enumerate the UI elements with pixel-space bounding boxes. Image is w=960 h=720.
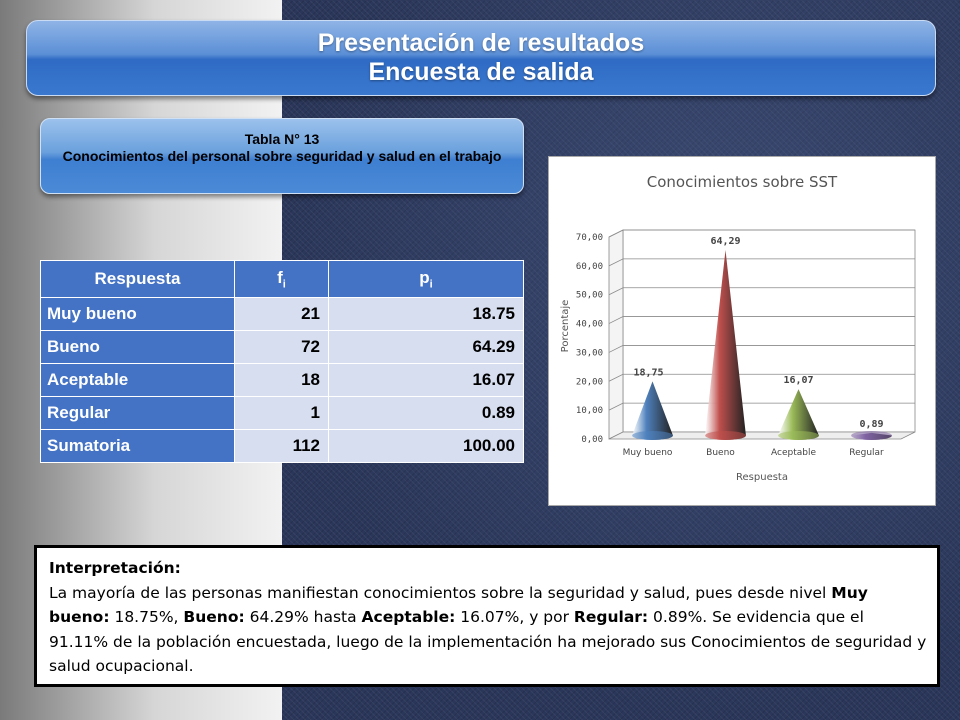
y-tick-label: 30,00 <box>575 348 603 359</box>
x-tick-label: Bueno <box>706 448 735 458</box>
row-percentage: 16.07 <box>329 364 524 397</box>
emphasis-regular: Regular: <box>573 608 649 626</box>
row-label: Regular <box>41 397 235 430</box>
cone-base <box>705 431 746 440</box>
table-caption <box>40 118 524 194</box>
y-tick-label: 20,00 <box>575 377 603 388</box>
chart-container <box>548 156 936 506</box>
row-label: Muy bueno <box>41 298 235 331</box>
x-tick-label: Regular <box>849 448 884 458</box>
cone-base <box>632 431 673 440</box>
caption-table-number: Tabla N° 13 <box>244 131 320 147</box>
data-label: 18,75 <box>633 367 664 379</box>
header-p: $p_i$ <box>329 261 524 298</box>
row-percentage: 64.29 <box>329 331 524 364</box>
table-header-row <box>41 261 524 298</box>
table-row <box>41 364 524 397</box>
data-label: 16,07 <box>783 375 814 387</box>
table-row <box>41 331 524 364</box>
emphasis-muy-bueno: Muy bueno: <box>49 583 868 626</box>
row-frequency: 112 <box>235 430 329 463</box>
cone-base <box>778 431 819 440</box>
interpretation-heading: Interpretación: <box>49 559 181 577</box>
header-f: $f_i$ <box>235 261 329 298</box>
table-row <box>41 397 524 430</box>
chart-back-wall <box>623 230 915 432</box>
y-tick-label: 10,00 <box>575 406 603 417</box>
y-axis-label: Porcentaje <box>560 299 571 353</box>
interpretation-text: La mayoría de las personas manifiestan conocimientos sobre la seguridad y salud, pues desde nivel Muy bueno: 18.75%, Bueno: 64.29% hasta Aceptable: 16.07%, y por Regular: 0.89%. Se evidencia que el 91.11% de la población encuestada, luego de la implementación ha mejorado sus Conocimientos de seguridad y salud ocupacional. <box>49 583 927 675</box>
emphasis-aceptable: Aceptable: <box>361 608 456 626</box>
chart-title: Conocimientos sobre SST <box>646 173 838 191</box>
title-banner <box>26 20 936 96</box>
y-tick-label: 60,00 <box>575 261 603 272</box>
y-tick-label: 40,00 <box>575 319 603 330</box>
x-tick-label: Aceptable <box>771 448 816 458</box>
chart-side-wall <box>609 230 623 439</box>
row-frequency: 1 <box>235 397 329 430</box>
header-respuesta: Respuesta <box>41 261 235 298</box>
caption-table-title: Conocimientos del personal sobre seguridad y salud en el trabajo <box>62 148 502 164</box>
row-label: Sumatoria <box>41 430 235 463</box>
table-row <box>41 298 524 331</box>
x-tick-label: Muy bueno <box>622 448 673 458</box>
emphasis-bueno: Bueno: <box>183 608 245 626</box>
table-row-total <box>41 430 524 463</box>
title-line-1: Presentación de resultados <box>317 29 645 57</box>
x-axis-label: Respuesta <box>736 472 788 483</box>
row-percentage: 100.00 <box>329 430 524 463</box>
data-label: 0,89 <box>859 418 884 430</box>
cone-chart <box>549 157 935 505</box>
y-tick-label: 50,00 <box>575 290 603 301</box>
cone-base <box>851 431 892 440</box>
row-percentage: 18.75 <box>329 298 524 331</box>
row-frequency: 21 <box>235 298 329 331</box>
row-label: Bueno <box>41 331 235 364</box>
data-label: 64,29 <box>710 235 741 247</box>
y-tick-label: 0,00 <box>581 435 603 445</box>
row-percentage: 0.89 <box>329 397 524 430</box>
y-tick-label: 70,00 <box>575 233 603 243</box>
results-table <box>40 260 524 463</box>
row-label: Aceptable <box>41 364 235 397</box>
interpretation-box <box>34 545 940 687</box>
row-frequency: 18 <box>235 364 329 397</box>
title-line-2: Encuesta de salida <box>368 58 594 86</box>
row-frequency: 72 <box>235 331 329 364</box>
